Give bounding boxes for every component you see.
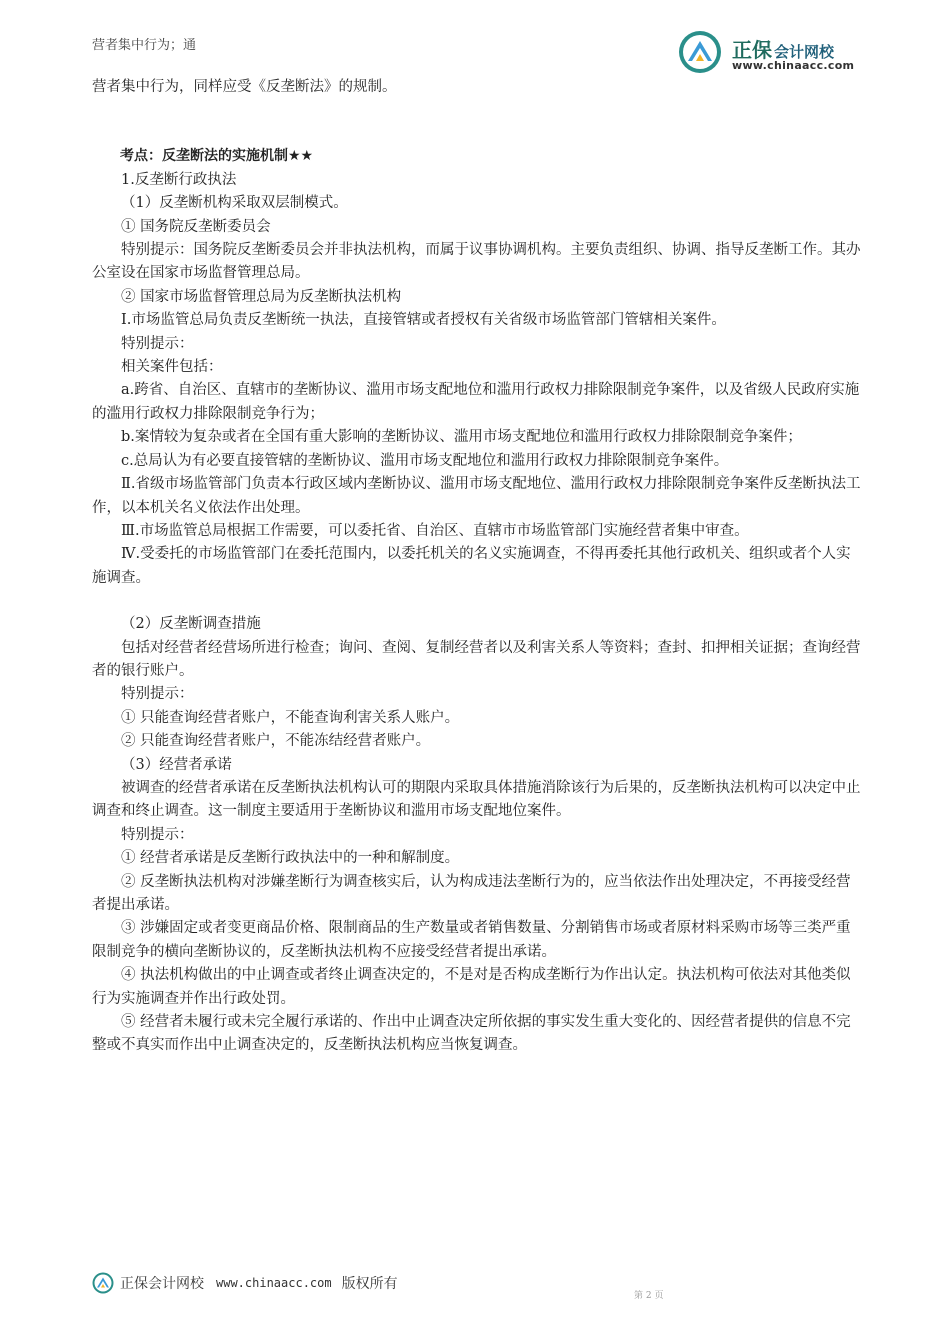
footer-rights: 版权所有 <box>341 1276 398 1292</box>
zhengbao-pen-logo-icon <box>92 1272 114 1294</box>
paragraph: Ⅲ.市场监管总局根据工作需要，可以委托省、自治区、直辖市市场监管部门实施经营者集中审查。 <box>121 522 749 539</box>
intro-line: 营者集中行为，同样应受《反垄断法》的规制。 <box>92 79 397 95</box>
paragraph: ① 只能查询经营者账户，不能查询利害关系人账户。 <box>121 709 460 726</box>
paragraph: ② 反垄断执法机构对涉嫌垄断行为调查核实后，认为构成违法垄断行为的，应当依法作出处理决定，不再接受经营者提出承诺。 <box>92 873 851 913</box>
paragraph: ① 经营者承诺是反垄断行政执法中的一种和解制度。 <box>121 850 460 867</box>
paragraph: 被调查的经营者承诺在反垄断执法机构认可的期限内采取具体措施消除该行为后果的，反垄断执法机构可以决定中止调查和终止调查。这一制度主要适用于垄断协议和滥用市场支配地位案件。 <box>92 779 861 820</box>
document-body <box>92 76 862 1058</box>
cut-off-text-line: 营者集中行为；通 <box>92 38 197 53</box>
paragraph: ④ 执法机构做出的中止调查或者终止调查决定的，不是对是否构成垄断行为作出认定。执法机构可依法对其他类似行为实施调查并作出行政处罚。 <box>92 967 851 1007</box>
paragraph: ② 只能查询经营者账户，不能冻结经营者账户。 <box>121 733 431 750</box>
header-logo[interactable] <box>678 28 878 76</box>
paragraph: 特别提示：国务院反垄断委员会并非执法机构，而属于议事协调机构。主要负责组织、协调、指导反垄断工作。其办公室设在国家市场监督管理总局。 <box>92 242 861 282</box>
paragraph: 相关案件包括： <box>121 359 223 376</box>
paragraph: 特别提示： <box>121 686 194 703</box>
page-footer <box>92 1270 398 1296</box>
paragraph: a.跨省、自治区、直辖市的垄断协议、滥用市场支配地位和滥用行政权力排除限制竞争案件，以及省级人民政府实施的滥用行政权力排除限制竞争行为； <box>92 382 860 422</box>
paragraph: （2）反垄断调查措施 <box>121 616 261 633</box>
paragraph: 特别提示： <box>121 335 194 352</box>
paragraph: 包括对经营者经营场所进行检查；询问、查阅、复制经营者以及利害关系人等资料；查封、扣押相关证据；查询经营者的银行账户。 <box>92 639 861 679</box>
paragraph: Ⅰ.市场监管总局负责反垄断统一执法，直接管辖或者授权有关省级市场监管部门管辖相关案件。 <box>121 312 726 329</box>
brand-url: www.chinaacc.com <box>732 59 855 72</box>
spacer <box>92 590 862 613</box>
paragraph: b.案情较为复杂或者在全国有重大影响的垄断协议、滥用市场支配地位和滥用行政权力排除限制竞争案件； <box>121 429 802 446</box>
paragraph: Ⅱ.省级市场监管部门负责本行政区域内垄断协议、滥用市场支配地位、滥用行政权力排除限制竞争案件反垄断执法工作，以本机关名义依法作出处理。 <box>92 476 861 516</box>
footer-brand: 正保会计网校 <box>120 1276 204 1292</box>
part1-title: 1.反垄断行政执法 <box>121 171 237 188</box>
footer-site-link[interactable]: www.chinaacc.com <box>216 1276 332 1290</box>
brand-main: 正保 <box>732 38 772 62</box>
paragraph: （1）反垄断机构采取双层制模式。 <box>121 195 348 212</box>
spacer <box>92 99 862 145</box>
paragraph: （3）经营者承诺 <box>121 756 232 773</box>
paragraph: ③ 涉嫌固定或者变更商品价格、限制商品的生产数量或者销售数量、分割销售市场或者原材料采购市场等三类严重限制竞争的横向垄断协议的，反垄断执法机构不应接受经营者提出承诺。 <box>92 920 851 960</box>
paragraph: ② 国家市场监督管理总局为反垄断执法机构 <box>121 288 402 305</box>
paragraph: c.总局认为有必要直接管辖的垄断协议、滥用市场支配地位和滥用行政权力排除限制竞争案件。 <box>121 452 729 469</box>
paragraph: ⑤ 经营者未履行或未完全履行承诺的、作出中止调查决定所依据的事实发生重大变化的、因经营者提供的信息不完整或不真实而作出中止调查决定的，反垄断执法机构应当恢复调查。 <box>92 1014 851 1054</box>
brand-sub: 会计网校 <box>774 43 835 61</box>
paragraph: Ⅳ.受委托的市场监管部门在委托范围内，以委托机关的名义实施调查，不得再委托其他行政机关、组织或者个人实施调查。 <box>92 546 851 586</box>
paragraph: 特别提示： <box>121 826 194 843</box>
page-number: 第 2 页 <box>634 1291 664 1301</box>
zhengbao-pen-logo-icon <box>678 30 722 74</box>
paragraph: ① 国务院反垄断委员会 <box>121 218 271 235</box>
section-title: 考点：反垄断法的实施机制★★ <box>120 148 314 165</box>
